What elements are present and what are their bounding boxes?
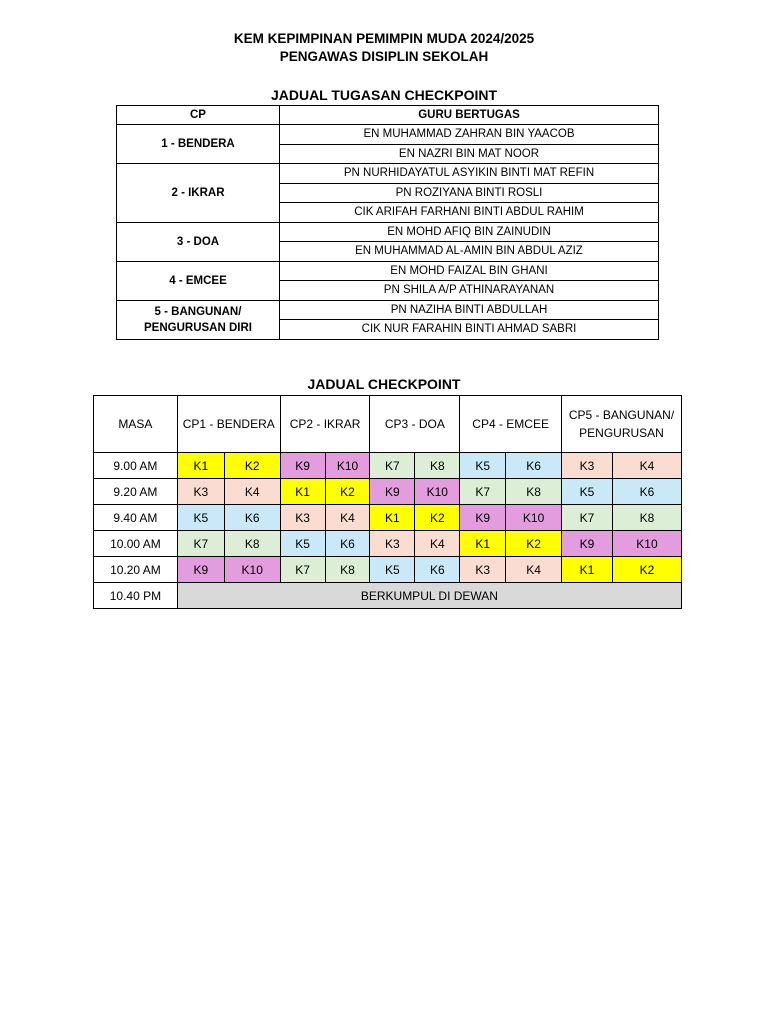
schedule-title: JADUAL CHECKPOINT xyxy=(307,376,461,392)
group-cell: K9 xyxy=(177,557,224,583)
table-row xyxy=(117,125,659,145)
time-cell: 10.40 PM xyxy=(94,583,178,609)
group-cell: K5 xyxy=(177,505,224,531)
col-header-cp5 xyxy=(562,396,682,453)
table-row xyxy=(94,557,682,583)
time-cell: 9.20 AM xyxy=(94,479,178,505)
group-cell: K6 xyxy=(325,531,370,557)
col-header-cp3: CP3 - DOA xyxy=(370,396,460,453)
teacher-name: CIK ARIFAH FARHANI BINTI ABDUL RAHIM xyxy=(280,203,659,223)
group-cell: K7 xyxy=(460,479,506,505)
schedule-table xyxy=(93,395,682,609)
time-cell: 10.00 AM xyxy=(94,531,178,557)
group-cell: K10 xyxy=(325,453,370,479)
col-header-guru: GURU BERTUGAS xyxy=(280,106,659,125)
header-subtitle: PENGAWAS DISIPLIN SEKOLAH xyxy=(279,49,489,64)
cp-label: 1 - BENDERA xyxy=(117,125,280,164)
teacher-name: EN MOHD FAIZAL BIN GHANI xyxy=(280,261,659,281)
duty-table-header xyxy=(117,106,659,125)
time-cell: 9.40 AM xyxy=(94,505,178,531)
col-header-masa: MASA xyxy=(94,396,178,453)
col-header-cp4: CP4 - EMCEE xyxy=(460,396,562,453)
group-cell: K2 xyxy=(325,479,370,505)
group-cell: K4 xyxy=(506,557,562,583)
group-cell: K1 xyxy=(562,557,613,583)
group-cell: K4 xyxy=(612,453,681,479)
group-cell: K10 xyxy=(224,557,280,583)
group-cell: K5 xyxy=(460,453,506,479)
group-cell: K2 xyxy=(224,453,280,479)
group-cell: K10 xyxy=(612,531,681,557)
cp-label-line1: 5 - BANGUNAN/ xyxy=(154,305,242,318)
group-cell: K4 xyxy=(325,505,370,531)
group-cell: K3 xyxy=(562,453,613,479)
table-row xyxy=(94,479,682,505)
table-row xyxy=(117,222,659,242)
table-row xyxy=(94,505,682,531)
group-cell: K2 xyxy=(415,505,460,531)
schedule-header xyxy=(94,396,682,453)
group-cell: K8 xyxy=(415,453,460,479)
teacher-name: PN NURHIDAYATUL ASYIKIN BINTI MAT REFIN xyxy=(280,164,659,184)
header-title: KEM KEPIMPINAN PEMIMPIN MUDA 2024/2025 xyxy=(233,31,535,46)
time-cell: 10.20 AM xyxy=(94,557,178,583)
teacher-name: PN NAZIHA BINTI ABDULLAH xyxy=(280,300,659,320)
teacher-name: CIK NUR FARAHIN BINTI AHMAD SABRI xyxy=(280,320,659,340)
gather-cell: BERKUMPUL DI DEWAN xyxy=(177,583,681,609)
teacher-name: EN NAZRI BIN MAT NOOR xyxy=(280,144,659,164)
group-cell: K3 xyxy=(177,479,224,505)
col-header-cp1: CP1 - BENDERA xyxy=(177,396,280,453)
group-cell: K4 xyxy=(415,531,460,557)
group-cell: K9 xyxy=(460,505,506,531)
cp-label xyxy=(117,300,280,339)
group-cell: K1 xyxy=(460,531,506,557)
cp-label-line2: PENGURUSAN DIRI xyxy=(144,321,252,334)
teacher-name: EN MUHAMMAD AL-AMIN BIN ABDUL AZIZ xyxy=(280,242,659,262)
group-cell: K8 xyxy=(506,479,562,505)
col-header-cp: CP xyxy=(117,106,280,125)
group-cell: K6 xyxy=(415,557,460,583)
group-cell: K9 xyxy=(562,531,613,557)
group-cell: K9 xyxy=(370,479,415,505)
cp-label: 3 - DOA xyxy=(117,222,280,261)
group-cell: K7 xyxy=(370,453,415,479)
group-cell: K3 xyxy=(280,505,325,531)
group-cell: K2 xyxy=(612,557,681,583)
group-cell: K10 xyxy=(415,479,460,505)
cp-label: 2 - IKRAR xyxy=(117,164,280,223)
table-row xyxy=(117,261,659,281)
group-cell: K7 xyxy=(177,531,224,557)
group-cell: K10 xyxy=(506,505,562,531)
teacher-name: EN MUHAMMAD ZAHRAN BIN YAACOB xyxy=(280,125,659,145)
group-cell: K1 xyxy=(280,479,325,505)
time-cell: 9.00 AM xyxy=(94,453,178,479)
group-cell: K5 xyxy=(370,557,415,583)
group-cell: K7 xyxy=(280,557,325,583)
col-header-cp5-line1: CP5 - BANGUNAN/ xyxy=(568,408,675,422)
group-cell: K6 xyxy=(506,453,562,479)
group-cell: K8 xyxy=(612,505,681,531)
group-cell: K9 xyxy=(280,453,325,479)
group-cell: K1 xyxy=(177,453,224,479)
group-cell: K6 xyxy=(612,479,681,505)
group-cell: K3 xyxy=(370,531,415,557)
group-cell: K8 xyxy=(224,531,280,557)
duty-table-title: JADUAL TUGASAN CHECKPOINT xyxy=(270,87,498,103)
table-row-final xyxy=(94,583,682,609)
teacher-name: EN MOHD AFIQ BIN ZAINUDIN xyxy=(280,222,659,242)
teacher-name: PN ROZIYANA BINTI ROSLI xyxy=(280,183,659,203)
cp-label: 4 - EMCEE xyxy=(117,261,280,300)
table-row xyxy=(117,164,659,184)
group-cell: K7 xyxy=(562,505,613,531)
table-row xyxy=(117,300,659,320)
teacher-name: PN SHILA A/P ATHINARAYANAN xyxy=(280,281,659,301)
duty-table xyxy=(116,105,659,340)
group-cell: K4 xyxy=(224,479,280,505)
table-row xyxy=(94,531,682,557)
group-cell: K2 xyxy=(506,531,562,557)
table-row xyxy=(94,453,682,479)
group-cell: K3 xyxy=(460,557,506,583)
col-header-cp5-line2: PENGURUSAN xyxy=(579,426,664,440)
group-cell: K5 xyxy=(280,531,325,557)
group-cell: K1 xyxy=(370,505,415,531)
col-header-cp2: CP2 - IKRAR xyxy=(280,396,370,453)
group-cell: K5 xyxy=(562,479,613,505)
group-cell: K8 xyxy=(325,557,370,583)
group-cell: K6 xyxy=(224,505,280,531)
